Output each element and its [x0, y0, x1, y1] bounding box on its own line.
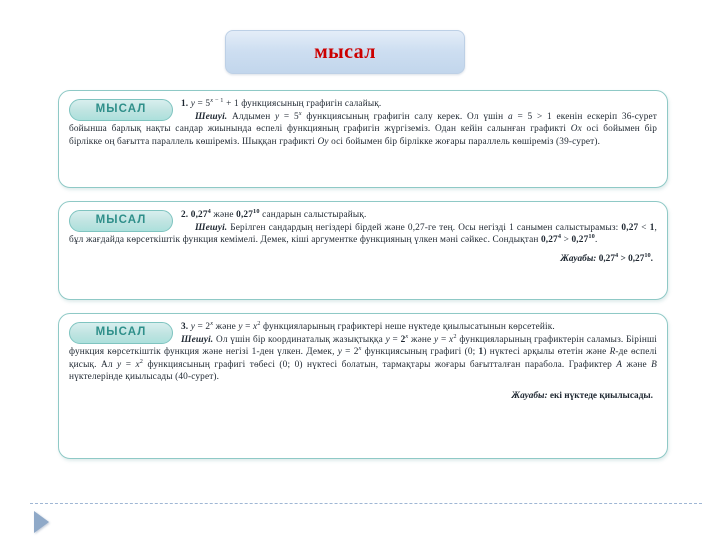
play-triangle-icon[interactable] — [34, 511, 49, 533]
example-badge-label: МЫСАЛ — [95, 326, 147, 339]
example-3-solution-label: Шешуі. — [181, 334, 214, 345]
slide-title-banner — [225, 30, 465, 74]
example-2-answer — [69, 253, 653, 266]
example-3-answer-label: Жауабы: — [511, 390, 548, 401]
example-badge-3 — [69, 322, 173, 344]
example-3-statement: 3. $y = 2^x$ және $y = x^2$ функцияларының графиктері неше нүктеде қиылысатынын көрсетейік. — [181, 319, 555, 332]
example-1-solution: Алдымен $y = 5^x$ функциясының графигін салу керек. Ол үшін a = 5 > 1 екенін ескеріп 36-сурет бойынша барлық нақты сандар жиынында өспелі функцияның графигін жүргіземіз. Одан кейін салынған графикті Ox осі бойымен бір бірлікке оң бағытта параллель көшіреміз. Шыққан графикті Oy осі бойымен бір бірлікке жоғары параллель көшіреміз (39-сурет). — [69, 109, 658, 147]
example-3-solution: Ол үшін бір координаталық жазықтыққа $y = 2^x$ және $y = x^2$ функцияларының графиктерін саламыз. Бірінші функция көрсеткіштік функция және негізі 1-ден үлкен. Демек, $y = 2^x$ функциясының графигі (0; 1) нүктесі арқылы өтетін және R-де өспелі қисық. Ал $y = x^2$ функциясының графигі төбесі (0; 0) нүктесі болатын, тармақтары жоғары бағытталған парабола. Графиктер A және B нүктелерінде қиылысады (40-сурет). — [69, 332, 657, 383]
example-badge-label: МЫСАЛ — [95, 214, 147, 227]
example-2-answer-label: Жауабы: — [560, 253, 597, 264]
scanned-page-area — [0, 82, 720, 492]
footer-divider — [30, 503, 702, 504]
example-block-3 — [58, 313, 668, 459]
example-2-solution-label: Шешуі. — [195, 222, 228, 233]
example-2-statement: 2. 0,27$^4$ және 0,27$^{10}$ сандарын салыстырайық. — [181, 207, 367, 220]
example-2-solution: Берілген сандардың негіздері бірдей және 0,27-ге тең. Осы негізді 1 санымен салыстырамыз: 0,27 < 1, бұл жағдайда көрсеткіштік функция кемімелі. Демек, кіші аргументке функцияның үлкен мәні сәйкес. Сондықтан $0,27^4 > 0,27^{10}$. — [69, 222, 657, 246]
example-3-answer — [69, 390, 653, 403]
example-badge-2 — [69, 210, 173, 232]
example-1-solution-label: Шешуі. — [195, 111, 228, 122]
example-3-answer-value: екі нүктеде қиылысады. — [549, 390, 653, 401]
example-1-statement: 1. $y = 5^{x - 1} + 1$ функциясының графигін салайық. — [181, 96, 382, 109]
example-block-2 — [58, 201, 668, 300]
example-2-answer-value: $0,27^4 > 0,27^{10}$. — [598, 251, 653, 264]
example-block-1 — [58, 90, 668, 188]
example-badge-1 — [69, 99, 173, 121]
example-badge-label: МЫСАЛ — [95, 103, 147, 116]
slide-title-text: мысал — [314, 41, 376, 63]
